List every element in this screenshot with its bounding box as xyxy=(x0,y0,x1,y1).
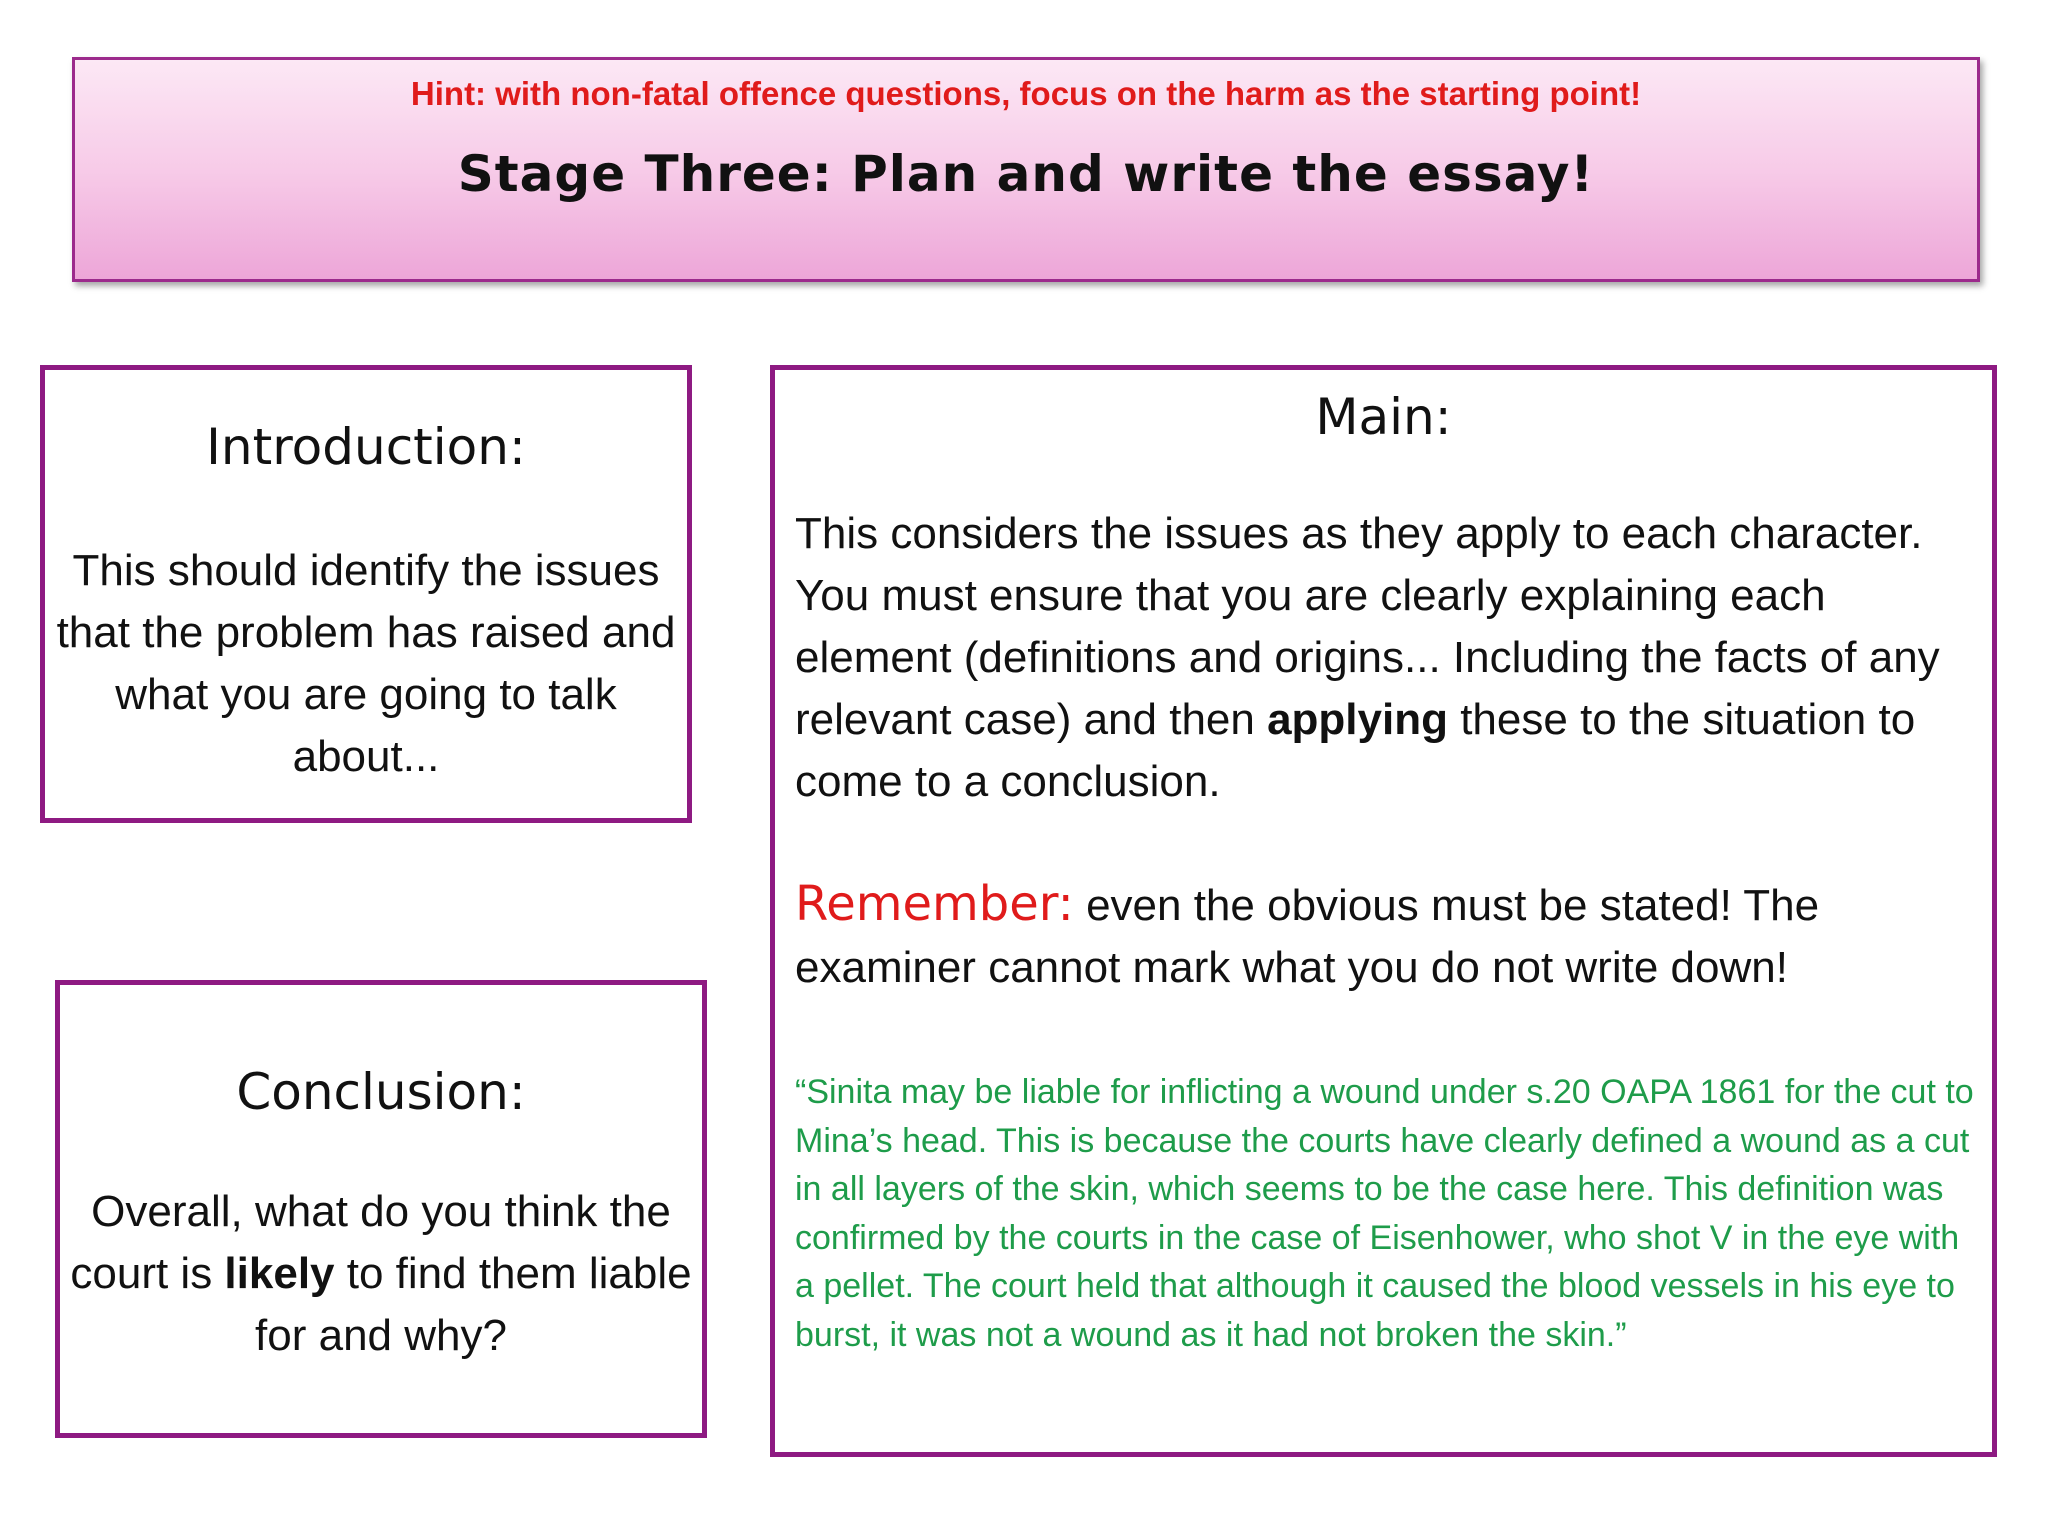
introduction-heading: Introduction: xyxy=(206,418,526,476)
conclusion-body-emphasis: likely xyxy=(224,1249,335,1298)
conclusion-body xyxy=(70,1181,692,1367)
main-description-start: This considers the issues as they apply to each character. You must ensure that you are clearly explaining each element (definitions and origins... Including the facts of any relevant case) and then xyxy=(795,509,1940,744)
main-description-end: these to the situation to come to a conclusion. xyxy=(795,695,1916,806)
conclusion-box xyxy=(55,980,707,1438)
main-description-emphasis: applying xyxy=(1267,695,1448,744)
remember-note xyxy=(795,873,1982,999)
conclusion-heading: Conclusion: xyxy=(236,1063,526,1121)
conclusion-body-end: to find them liable for and why? xyxy=(255,1249,692,1360)
introduction-body: This should identify the issues that the problem has raised and what you are going to talk about... xyxy=(56,546,676,781)
example-paragraph: “Sinita may be liable for inflicting a wound under s.20 OAPA 1861 for the cut to Mina’s head. This is because the courts have clearly defined a wound as a cut in all layers of the skin, which seems to be the case here. This definition was confirmed by the courts in the case of Eisenhower, who shot V in the eye with a pellet. The court held that although it caused the blood vessels in his eye to burst, it was not a wound as it had not broken the skin.” xyxy=(795,1073,1974,1354)
remember-label: Remember: xyxy=(795,876,1074,932)
title-banner xyxy=(72,57,1980,282)
page-title: Stage Three: Plan and write the essay! xyxy=(457,145,1595,203)
conclusion-body-start: Overall, what do you think the court is xyxy=(70,1187,671,1298)
main-heading: Main: xyxy=(1315,388,1452,446)
main-description xyxy=(795,503,1982,813)
remember-text: even the obvious must be stated! The examiner cannot mark what you do not write down! xyxy=(795,881,1820,992)
hint-text: Hint: with non-fatal offence questions, focus on the harm as the starting point! xyxy=(410,75,1642,112)
introduction-box xyxy=(40,365,692,823)
main-box xyxy=(770,365,1997,1457)
